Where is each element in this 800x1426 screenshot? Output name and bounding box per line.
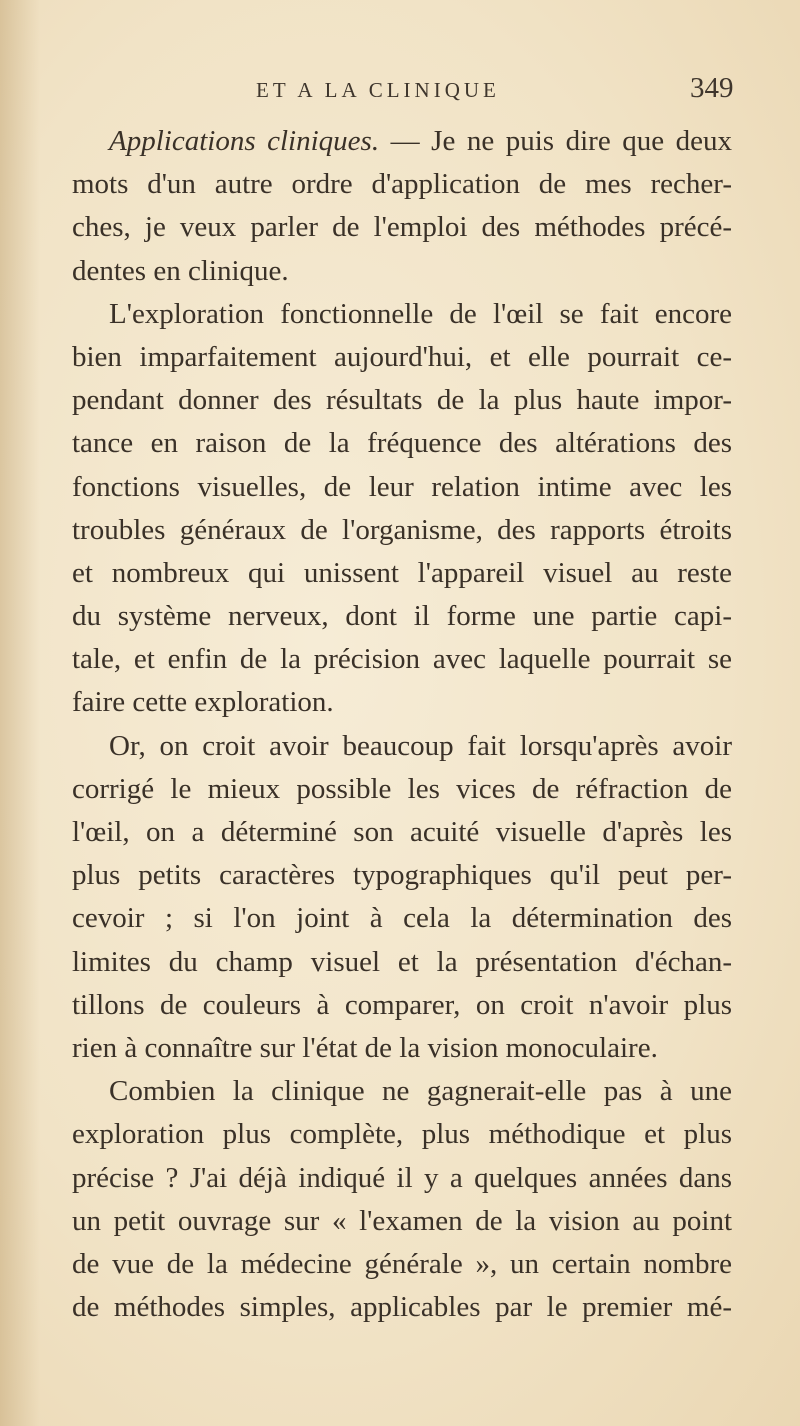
text-line: exploration plus complète, plus méthodique et plus [72, 1118, 732, 1151]
text-line: et nombreux qui unissent l'appareil visuel au reste [72, 556, 732, 589]
paragraph-exploration [72, 293, 732, 725]
text-line: pendant donner des résultats de la plus haute impor- [72, 384, 732, 417]
text-line: fonctions visuelles, de leur relation intime avec les [72, 470, 732, 503]
text-line: mots d'un autre ordre d'application de mes recher- [72, 168, 732, 201]
body-text [72, 120, 732, 1329]
paragraph-acuite [72, 725, 732, 1071]
text-line: cevoir ; si l'on joint à cela la détermination des [72, 902, 732, 935]
text-line: Combien la clinique ne gagnerait-elle pas à une [109, 1075, 732, 1108]
text-line: faire cette exploration. [72, 686, 334, 719]
text-line: troubles généraux de l'organisme, des rapports étroits [72, 513, 732, 546]
text-line: l'œil, on a déterminé son acuité visuelle d'après les [72, 816, 732, 848]
text-line: tale, et enfin de la précision avec laquelle pourrait se [72, 643, 732, 676]
text-line: L'exploration fonctionnelle de l'œil se fait encore [109, 297, 732, 330]
text-line: limites du champ visuel et la présentation d'échan- [72, 945, 732, 978]
text-line: un petit ouvrage sur « l'examen de la vision au point [72, 1204, 732, 1237]
text-line: ches, je veux parler de l'emploi des méthodes précé- [72, 211, 732, 244]
paragraph-clinique [72, 1070, 732, 1329]
text-line [72, 120, 732, 163]
text-line: rien à connaître sur l'état de la vision monoculaire. [72, 1031, 658, 1064]
text-line: tance en raison de la fréquence des altérations des [72, 427, 732, 460]
running-head: ET A LA CLINIQUE [256, 78, 500, 102]
paragraph-applications [72, 120, 732, 293]
text-line: tillons de couleurs à comparer, on croit n'avoir plus [72, 988, 732, 1021]
text-line: de vue de la médecine générale », un certain nombre [72, 1247, 732, 1280]
text-line: de méthodes simples, applicables par le premier mé- [72, 1291, 732, 1324]
page-number: 349 [690, 72, 734, 104]
text-line: bien imparfaitement aujourd'hui, et elle pourrait ce- [72, 340, 732, 373]
page-gutter-shadow [0, 0, 40, 1426]
text-line: précise ? J'ai déjà indiqué il y a quelques années dans [72, 1161, 732, 1194]
text-line: plus petits caractères typographiques qu'il peut per- [72, 859, 732, 892]
text-line: corrigé le mieux possible les vices de réfraction de [72, 772, 732, 805]
page-header [0, 72, 800, 118]
text-line: Or, on croit avoir beaucoup fait lorsqu'après avoir [109, 729, 732, 762]
section-heading: Applications cliniques. [109, 125, 380, 157]
text-line: du système nerveux, dont il forme une partie capi- [72, 600, 732, 633]
text-line: dentes en clinique. [72, 254, 289, 287]
text-line-rest: — Je ne puis dire que deux [379, 125, 732, 157]
